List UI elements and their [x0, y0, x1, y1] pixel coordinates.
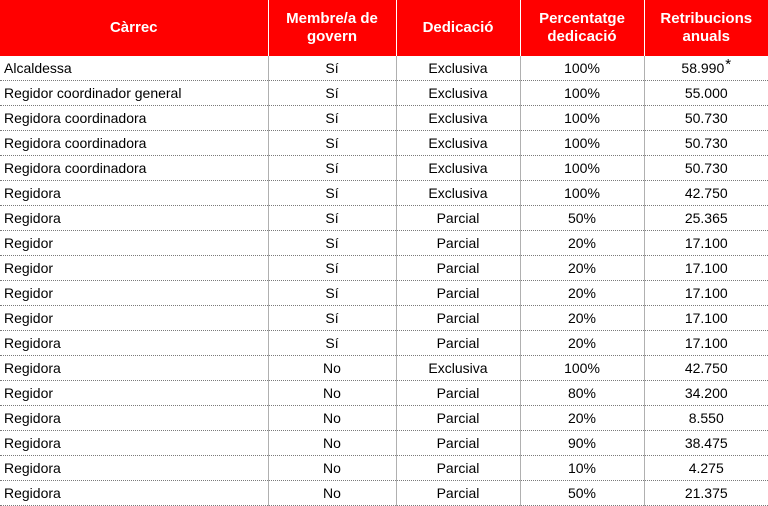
- cell-carrec: [0, 456, 268, 481]
- table-row: [0, 456, 768, 481]
- header-percentatge: Percentatge dedicació: [520, 0, 644, 56]
- cell-membre: [268, 281, 396, 306]
- header-retribucions: Retribucions anuals: [644, 0, 768, 56]
- cell-percentatge: [520, 306, 644, 331]
- cell-dedicacio-value: Exclusiva: [428, 60, 488, 76]
- cell-retribucions-value: 25.365: [684, 210, 728, 226]
- cell-carrec-value: Regidora: [4, 460, 61, 476]
- cell-percentatge: [520, 331, 644, 356]
- cell-retribucions-value: 17.100: [684, 260, 728, 276]
- cell-dedicacio: [396, 406, 520, 431]
- header-dedicacio: Dedicació: [396, 0, 520, 56]
- cell-membre-value: Sí: [325, 310, 339, 326]
- cell-retribucions: [644, 406, 768, 431]
- cell-retribucions-value: 42.750: [684, 360, 728, 376]
- cell-percentatge: [520, 181, 644, 206]
- cell-membre: [268, 456, 396, 481]
- cell-membre: [268, 256, 396, 281]
- cell-carrec: [0, 131, 268, 156]
- cell-percentatge: [520, 156, 644, 181]
- table-row: [0, 181, 768, 206]
- cell-percentatge-value: 50%: [567, 485, 597, 501]
- cell-retribucions: [644, 81, 768, 106]
- cell-retribucions: [644, 356, 768, 381]
- cell-membre-value: No: [323, 360, 341, 376]
- cell-percentatge-value: 10%: [567, 460, 597, 476]
- cell-retribucions-value: 8.550: [688, 410, 724, 426]
- table-row: [0, 81, 768, 106]
- table-row: [0, 156, 768, 181]
- cell-dedicacio-value: Exclusiva: [428, 135, 488, 151]
- cell-membre-value: No: [323, 435, 341, 451]
- cell-membre-value: No: [323, 385, 341, 401]
- cell-dedicacio: [396, 381, 520, 406]
- table-row: [0, 206, 768, 231]
- cell-membre-value: Sí: [325, 85, 339, 101]
- cell-retribucions: [644, 56, 768, 81]
- cell-percentatge-value: 100%: [564, 135, 600, 151]
- cell-percentatge-value: 100%: [564, 110, 600, 126]
- table-row: [0, 56, 768, 81]
- cell-retribucions: [644, 181, 768, 206]
- cell-percentatge: [520, 106, 644, 131]
- header-membre: Membre/a de govern: [268, 0, 396, 56]
- cell-carrec: [0, 281, 268, 306]
- cell-membre: [268, 106, 396, 131]
- cell-dedicacio: [396, 356, 520, 381]
- cell-dedicacio-value: Exclusiva: [428, 85, 488, 101]
- cell-carrec: [0, 206, 268, 231]
- cell-retribucions-value: 58.990: [681, 59, 725, 76]
- cell-percentatge: [520, 406, 644, 431]
- cell-membre: [268, 331, 396, 356]
- cell-membre-value: Sí: [325, 210, 339, 226]
- cell-retribucions-value: 17.100: [684, 285, 728, 301]
- cell-retribucions: [644, 206, 768, 231]
- table-row: [0, 356, 768, 381]
- cell-dedicacio: [396, 106, 520, 131]
- table-row: [0, 131, 768, 156]
- table-row: [0, 306, 768, 331]
- cell-percentatge: [520, 281, 644, 306]
- table-row: [0, 431, 768, 456]
- cell-dedicacio-value: Parcial: [436, 285, 480, 301]
- cell-carrec-value: Regidora: [4, 485, 61, 501]
- table-row: [0, 256, 768, 281]
- cell-percentatge-value: 20%: [567, 410, 597, 426]
- cell-retribucions: [644, 106, 768, 131]
- cell-dedicacio: [396, 256, 520, 281]
- cell-percentatge: [520, 131, 644, 156]
- cell-carrec-value: Regidora: [4, 435, 61, 451]
- cell-percentatge: [520, 56, 644, 81]
- cell-membre: [268, 306, 396, 331]
- cell-carrec-value: Regidora: [4, 185, 61, 201]
- cell-retribucions-value: 50.730: [684, 110, 728, 126]
- cell-membre: [268, 356, 396, 381]
- cell-dedicacio-value: Parcial: [436, 485, 480, 501]
- cell-carrec: [0, 56, 268, 81]
- cell-percentatge-value: 20%: [567, 310, 597, 326]
- cell-carrec: [0, 106, 268, 131]
- cell-membre-value: Sí: [325, 335, 339, 351]
- cell-carrec: [0, 331, 268, 356]
- cell-membre: [268, 81, 396, 106]
- cell-retribucions: [644, 306, 768, 331]
- table-row: [0, 331, 768, 356]
- cell-carrec: [0, 481, 268, 506]
- table-row: [0, 281, 768, 306]
- cell-retribucions-value: 55.000: [684, 85, 728, 101]
- cell-dedicacio: [396, 131, 520, 156]
- cell-membre-value: Sí: [325, 185, 339, 201]
- cell-retribucions: [644, 156, 768, 181]
- cell-carrec-value: Regidor: [4, 235, 54, 251]
- cell-carrec-value: Regidor: [4, 310, 54, 326]
- cell-percentatge-value: 80%: [567, 385, 597, 401]
- cell-retribucions-value: 17.100: [684, 235, 728, 251]
- cell-percentatge-value: 100%: [564, 60, 600, 76]
- cell-percentatge-value: 100%: [564, 85, 600, 101]
- cell-membre-value: No: [323, 460, 341, 476]
- cell-membre-value: Sí: [325, 260, 339, 276]
- cell-retribucions-value: 17.100: [684, 335, 728, 351]
- cell-dedicacio: [396, 231, 520, 256]
- cell-dedicacio-value: Parcial: [436, 435, 480, 451]
- cell-carrec-value: Regidor coordinador general: [4, 85, 182, 101]
- cell-membre-value: No: [323, 485, 341, 501]
- cell-membre-value: Sí: [325, 60, 339, 76]
- cell-carrec: [0, 81, 268, 106]
- cell-percentatge: [520, 356, 644, 381]
- cell-percentatge: [520, 456, 644, 481]
- cell-carrec: [0, 156, 268, 181]
- cell-membre-value: Sí: [325, 235, 339, 251]
- cell-retribucions-value: 4.275: [688, 460, 724, 476]
- cell-percentatge: [520, 256, 644, 281]
- cell-percentatge: [520, 381, 644, 406]
- cell-retribucions-value: 50.730: [684, 160, 728, 176]
- cell-dedicacio-value: Parcial: [436, 385, 480, 401]
- cell-percentatge: [520, 481, 644, 506]
- cell-percentatge-value: 100%: [564, 360, 600, 376]
- cell-carrec-value: Regidora coordinadora: [4, 110, 147, 126]
- cell-percentatge-value: 20%: [567, 260, 597, 276]
- cell-dedicacio: [396, 181, 520, 206]
- cell-carrec-value: Regidor: [4, 260, 54, 276]
- cell-dedicacio-value: Parcial: [436, 335, 480, 351]
- cell-dedicacio-value: Parcial: [436, 460, 480, 476]
- cell-dedicacio: [396, 56, 520, 81]
- cell-dedicacio: [396, 331, 520, 356]
- cell-retribucions: [644, 256, 768, 281]
- cell-carrec-value: Regidora: [4, 410, 61, 426]
- cell-retribucions-value: 34.200: [684, 385, 728, 401]
- cell-retribucions-value: 17.100: [684, 310, 728, 326]
- cell-membre: [268, 131, 396, 156]
- cell-retribucions: [644, 481, 768, 506]
- cell-dedicacio: [396, 156, 520, 181]
- cell-dedicacio-value: Exclusiva: [428, 110, 488, 126]
- table-row: [0, 481, 768, 506]
- cell-carrec: [0, 431, 268, 456]
- cell-membre-value: No: [323, 410, 341, 426]
- cell-dedicacio-value: Exclusiva: [428, 185, 488, 201]
- cell-membre: [268, 206, 396, 231]
- cell-dedicacio: [396, 306, 520, 331]
- cell-dedicacio-value: Parcial: [436, 260, 480, 276]
- cell-percentatge: [520, 81, 644, 106]
- cell-percentatge: [520, 231, 644, 256]
- header-carrec: Càrrec: [0, 0, 268, 56]
- cell-dedicacio-value: Parcial: [436, 310, 480, 326]
- cell-carrec-value: Regidora: [4, 360, 61, 376]
- table-body: [0, 56, 768, 506]
- cell-carrec-value: Regidora coordinadora: [4, 160, 147, 176]
- cell-retribucions: [644, 231, 768, 256]
- cell-carrec-value: Regidor: [4, 385, 54, 401]
- cell-retribucions: [644, 131, 768, 156]
- cell-percentatge-value: 20%: [567, 235, 597, 251]
- cell-dedicacio-value: Exclusiva: [428, 160, 488, 176]
- table-row: [0, 406, 768, 431]
- cell-carrec: [0, 406, 268, 431]
- cell-dedicacio: [396, 456, 520, 481]
- cell-carrec: [0, 356, 268, 381]
- cell-membre: [268, 231, 396, 256]
- cell-membre: [268, 381, 396, 406]
- cell-carrec: [0, 256, 268, 281]
- cell-percentatge-value: 100%: [564, 185, 600, 201]
- cell-retribucions: [644, 331, 768, 356]
- table-row: [0, 231, 768, 256]
- cell-membre-value: Sí: [325, 110, 339, 126]
- cell-retribucions-value: 42.750: [684, 185, 728, 201]
- cell-membre: [268, 56, 396, 81]
- cell-membre-value: Sí: [325, 135, 339, 151]
- cell-percentatge-value: 20%: [567, 335, 597, 351]
- cell-dedicacio: [396, 206, 520, 231]
- cell-retribucions: [644, 381, 768, 406]
- cell-dedicacio-value: Parcial: [436, 210, 480, 226]
- cell-percentatge: [520, 206, 644, 231]
- cell-retribucions-value: 38.475: [684, 435, 728, 451]
- cell-membre-value: Sí: [325, 285, 339, 301]
- cell-dedicacio: [396, 281, 520, 306]
- cell-percentatge-value: 50%: [567, 210, 597, 226]
- cell-carrec: [0, 231, 268, 256]
- cell-membre: [268, 481, 396, 506]
- cell-dedicacio-value: Parcial: [436, 235, 480, 251]
- header-row: [0, 0, 768, 56]
- cell-membre: [268, 406, 396, 431]
- cell-dedicacio-value: Exclusiva: [428, 360, 488, 376]
- cell-retribucions-value: 21.375: [684, 485, 728, 501]
- cell-dedicacio-value: Parcial: [436, 410, 480, 426]
- cell-membre-value: Sí: [325, 160, 339, 176]
- cell-carrec: [0, 381, 268, 406]
- cell-retribucions: [644, 281, 768, 306]
- cell-retribucions: [644, 431, 768, 456]
- table-row: [0, 106, 768, 131]
- cell-carrec-value: Regidora: [4, 335, 61, 351]
- table-header: [0, 0, 768, 56]
- cell-dedicacio: [396, 81, 520, 106]
- cell-dedicacio: [396, 431, 520, 456]
- footnote-marker: *: [725, 56, 732, 73]
- cell-membre: [268, 431, 396, 456]
- cell-retribucions: [644, 456, 768, 481]
- cell-membre: [268, 156, 396, 181]
- cell-percentatge: [520, 431, 644, 456]
- cell-carrec: [0, 181, 268, 206]
- cell-carrec-value: Regidora coordinadora: [4, 135, 147, 151]
- cell-dedicacio: [396, 481, 520, 506]
- table-row: [0, 381, 768, 406]
- cell-membre: [268, 181, 396, 206]
- cell-retribucions-value: 50.730: [684, 135, 728, 151]
- cell-carrec: [0, 306, 268, 331]
- cell-percentatge-value: 90%: [567, 435, 597, 451]
- cell-carrec-value: Regidora: [4, 210, 61, 226]
- cell-percentatge-value: 20%: [567, 285, 597, 301]
- cell-carrec-value: Alcaldessa: [4, 60, 72, 76]
- cell-carrec-value: Regidor: [4, 285, 54, 301]
- cell-percentatge-value: 100%: [564, 160, 600, 176]
